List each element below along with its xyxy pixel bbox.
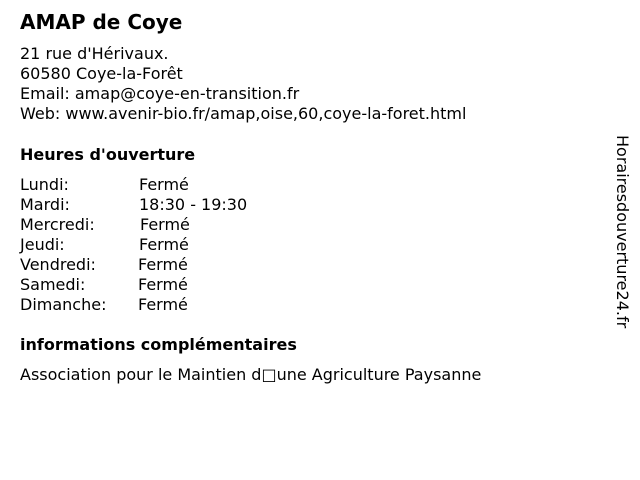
hours-value: Fermé [138,255,188,274]
hours-row-wednesday [20,215,420,235]
day-label: Mercredi: [20,215,95,234]
email-line: Email: amap@coye-en-transition.fr [20,84,300,103]
day-label: Samedi: [20,275,86,294]
day-label: Jeudi: [20,235,65,254]
hours-row-saturday [20,275,420,295]
hours-row-thursday [20,235,420,255]
day-label: Dimanche: [20,295,107,314]
hours-value: 18:30 - 19:30 [139,195,248,214]
hours-value: Fermé [140,215,190,234]
web-line: Web: www.avenir-bio.fr/amap,oise,60,coye-la-foret.html [20,104,467,123]
hours-value: Fermé [138,275,188,294]
hours-row-sunday [20,295,420,315]
business-name: AMAP de Coye [20,10,183,34]
hours-row-monday [20,175,420,195]
hours-row-friday [20,255,420,275]
hours-value: Fermé [139,175,189,194]
business-contact-block [20,44,466,124]
opening-hours-heading: Heures d'ouverture [20,145,196,164]
hours-value: Fermé [138,295,188,314]
opening-hours-list [20,175,420,315]
hours-row-tuesday [20,195,420,215]
day-label: Vendredi: [20,255,96,274]
hours-value: Fermé [139,235,189,254]
day-label: Lundi: [20,175,69,194]
additional-info-heading: informations complémentaires [20,335,297,354]
address-street: 21 rue d'Hérivaux. [20,44,169,63]
site-brand-watermark: Horairesdouverture24.fr [613,135,632,329]
address-city: 60580 Coye-la-Forêt [20,64,183,83]
additional-info-text: Association pour le Maintien d□une Agriculture Paysanne [20,365,482,384]
day-label: Mardi: [20,195,70,214]
